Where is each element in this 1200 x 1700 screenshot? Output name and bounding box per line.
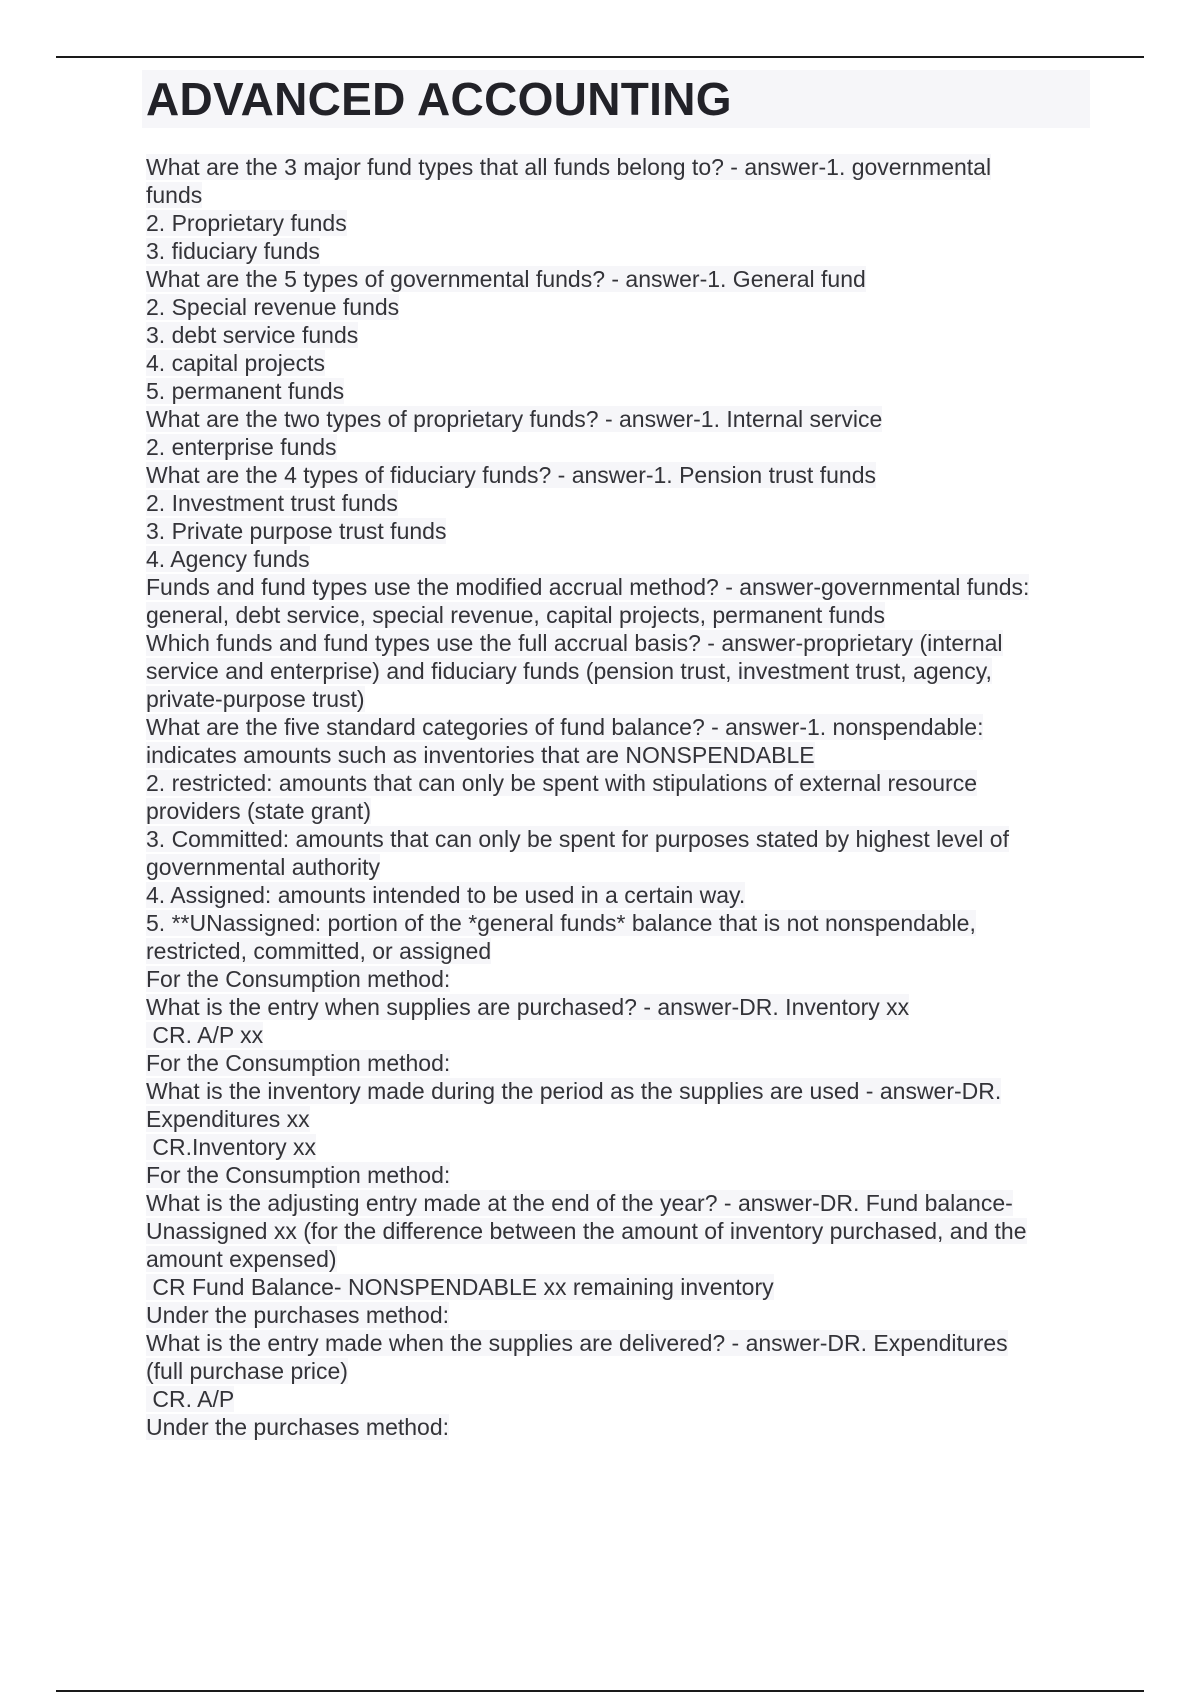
- text-line: funds: [146, 182, 203, 208]
- text-line: Unassigned xx (for the difference between the amount of inventory purchased, and the: [146, 1218, 1027, 1244]
- text-line: 2. Special revenue funds: [146, 294, 400, 320]
- text-line: 2. Investment trust funds: [146, 490, 398, 516]
- text-line: CR Fund Balance- NONSPENDABLE xx remaining inventory: [146, 1274, 774, 1300]
- text-line: What is the entry made when the supplies are delivered? - answer-DR. Expenditures: [146, 1330, 1008, 1356]
- text-line: CR.Inventory xx: [146, 1134, 316, 1160]
- text-line: What are the two types of proprietary funds? - answer-1. Internal service: [146, 406, 883, 432]
- text-line: What are the 5 types of governmental funds? - answer-1. General fund: [146, 266, 866, 292]
- text-line: restricted, committed, or assigned: [146, 938, 492, 964]
- text-line: 4. capital projects: [146, 350, 325, 376]
- text-line: What are the 4 types of fiduciary funds? - answer-1. Pension trust funds: [146, 462, 876, 488]
- text-line: For the Consumption method:: [146, 966, 451, 992]
- text-line: Expenditures xx: [146, 1106, 310, 1132]
- page-title: ADVANCED ACCOUNTING: [146, 73, 732, 125]
- text-line: 2. enterprise funds: [146, 434, 337, 460]
- text-line: 2. restricted: amounts that can only be spent with stipulations of external resource: [146, 770, 977, 796]
- text-line: What is the entry when supplies are purchased? - answer-DR. Inventory xx: [146, 994, 910, 1020]
- text-line: indicates amounts such as inventories that are NONSPENDABLE: [146, 742, 815, 768]
- text-line: amount expensed): [146, 1246, 337, 1272]
- text-line: CR. A/P: [146, 1386, 235, 1412]
- text-line: What are the 3 major fund types that all funds belong to? - answer-1. governmental: [146, 154, 992, 180]
- text-line: What is the adjusting entry made at the end of the year? - answer-DR. Fund balance-: [146, 1190, 1013, 1216]
- text-line: What are the five standard categories of fund balance? - answer-1. nonspendable:: [146, 714, 984, 740]
- text-line: 3. debt service funds: [146, 322, 359, 348]
- text-line: (full purchase price): [146, 1358, 348, 1384]
- text-line: 5. **UNassigned: portion of the *general funds* balance that is not nonspendable,: [146, 910, 976, 936]
- text-line: Which funds and fund types use the full accrual basis? - answer-proprietary (internal: [146, 630, 1003, 656]
- text-line: Funds and fund types use the modified accrual method? - answer-governmental funds:: [146, 574, 1030, 600]
- text-line: 4. Assigned: amounts intended to be used in a certain way.: [146, 882, 746, 908]
- text-line: For the Consumption method:: [146, 1050, 451, 1076]
- text-line: 3. fiduciary funds: [146, 238, 320, 264]
- top-rule: [56, 56, 1144, 58]
- text-line: Under the purchases method:: [146, 1414, 450, 1440]
- text-line: 2. Proprietary funds: [146, 210, 347, 236]
- text-line: providers (state grant): [146, 798, 371, 824]
- text-line: Under the purchases method:: [146, 1302, 450, 1328]
- text-line: 5. permanent funds: [146, 378, 345, 404]
- text-line: For the Consumption method:: [146, 1162, 451, 1188]
- text-line: general, debt service, special revenue, capital projects, permanent funds: [146, 602, 885, 628]
- document-body: [146, 153, 1106, 1441]
- text-line: What is the inventory made during the period as the supplies are used - answer-DR.: [146, 1078, 1002, 1104]
- text-line: governmental authority: [146, 854, 380, 880]
- bottom-rule: [56, 1690, 1144, 1692]
- text-line: 3. Committed: amounts that can only be spent for purposes stated by highest level of: [146, 826, 1009, 852]
- text-line: 3. Private purpose trust funds: [146, 518, 447, 544]
- text-line: CR. A/P xx: [146, 1022, 264, 1048]
- text-line: private-purpose trust): [146, 686, 365, 712]
- text-line: 4. Agency funds: [146, 546, 310, 572]
- text-line: service and enterprise) and fiduciary funds (pension trust, investment trust, agency,: [146, 658, 992, 684]
